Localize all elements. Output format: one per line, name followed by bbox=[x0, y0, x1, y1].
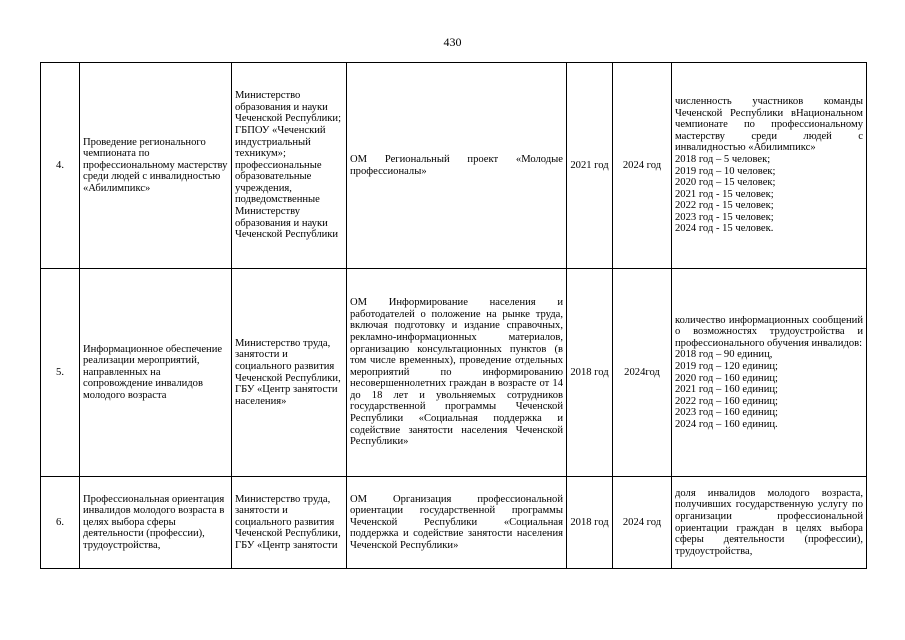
expected-result bbox=[672, 477, 867, 569]
executor bbox=[232, 63, 347, 269]
expected-result bbox=[672, 63, 867, 269]
program-activity-text: ОМ Информирование населения и работодателей о положение на рынке труда, включая подготовку и издание справочных, рекламно-информационных материалов, организацию консультационных пунктов (в том числе временных), проведение отдельных мероприятий по информированию несовершеннолетних граждан в возрасте от 14 до 18 лет и увольняемых сотрудников государственной программы Чеченской Республики «Социальная поддержка и содействие занятости населения Чеченской Республики» bbox=[350, 297, 563, 448]
executor-text: Министерство труда, занятости и социального развития Чеченской Республики, ГБУ «Центр занятости bbox=[235, 493, 341, 551]
measure-name-text: Информационное обеспечение реализации мероприятий, направленных на сопровождение инвалидов молодого возраста bbox=[83, 343, 223, 401]
program-activity bbox=[347, 477, 567, 569]
measure-name bbox=[80, 269, 232, 477]
row-number: 5. bbox=[41, 269, 80, 477]
page-number: 430 bbox=[443, 35, 462, 49]
start-year: 2021 год bbox=[567, 63, 613, 269]
measures-table bbox=[40, 62, 867, 569]
expected-result bbox=[672, 269, 867, 477]
table-row bbox=[41, 269, 867, 477]
expected-result-text: численность участников команды Чеченской Республики вНациональном чемпионате по профессиональному мастерству среди людей с инвалидностью «Абилимпикс» 2018 год – 5 человек; 2019 год – 10 человек; 2020 год – 15 человек; 2021 год - 15 человек; 2022 год - 15 человек; 2023 год - 15 человек; 2024 год - 15 человек. bbox=[675, 95, 863, 235]
program-activity bbox=[347, 269, 567, 477]
executor-text: Министерство труда, занятости и социального развития Чеченской Республики, ГБУ «Центр занятости населения» bbox=[235, 337, 341, 407]
program-activity-text: ОМ Региональный проект «Молодые профессионалы» bbox=[350, 153, 563, 177]
start-year: 2018 год bbox=[567, 477, 613, 569]
row-number: 4. bbox=[41, 63, 80, 269]
executor bbox=[232, 269, 347, 477]
end-year: 2024 год bbox=[613, 477, 672, 569]
expected-result-text: количество информационных сообщений о возможностях трудоустройства и профессионального обучения инвалидов: 2018 год – 90 единиц, 2019 год – 120 единиц; 2020 год – 160 единиц; 2021 год – 160 единиц; 2022 год – 160 единиц; 2023 год – 160 единиц; 2024 год – 160 единиц. bbox=[675, 314, 863, 430]
start-year: 2018 год bbox=[567, 269, 613, 477]
expected-result-text: доля инвалидов молодого возраста, получивших государственную услугу по организации профессиональной ориентации граждан в целях выбора сферы деятельности (профессии), трудоустройства, bbox=[675, 487, 863, 557]
table-row bbox=[41, 477, 867, 569]
executor bbox=[232, 477, 347, 569]
measure-name-text: Профессиональная ориентация инвалидов молодого возраста в целях выбора сферы деятельности (профессии), трудоустройства, bbox=[83, 493, 225, 551]
table-row bbox=[41, 63, 867, 269]
measure-name-text: Проведение регионального чемпионата по профессиональному мастерству среди людей с инвалидностью «Абилимпикс» bbox=[83, 136, 228, 194]
measure-name bbox=[80, 477, 232, 569]
measure-name bbox=[80, 63, 232, 269]
program-activity-text: ОМ Организация профессиональной ориентации государственной программы Чеченской Республики «Социальная поддержка и содействие занятости населения Чеченской Республики» bbox=[350, 493, 563, 551]
program-activity bbox=[347, 63, 567, 269]
row-number: 6. bbox=[41, 477, 80, 569]
end-year: 2024год bbox=[613, 269, 672, 477]
end-year: 2024 год bbox=[613, 63, 672, 269]
executor-text: Министерство образования и науки Чеченской Республики; ГБПОУ «Чеченский индустриальный техникум»; профессиональные образовательные учреждения, подведомственные Министерству образования и науки Чеченской Республики bbox=[235, 90, 342, 241]
